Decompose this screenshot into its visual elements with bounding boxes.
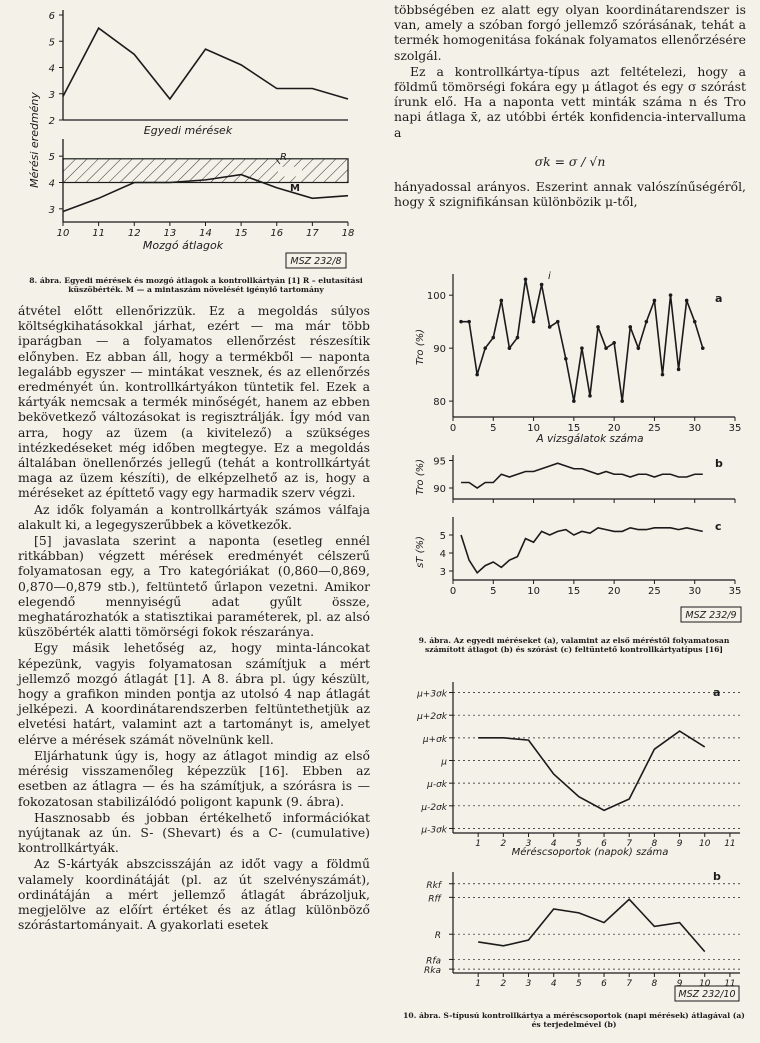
figure-10-xlabel: Méréscsoportok (napok) száma — [511, 847, 669, 858]
fig8-x-tick-label: 10 — [56, 228, 70, 239]
fig8-upper-y-tick-label: 2 — [48, 116, 55, 127]
figure-10-code: MSZ 232/10 — [678, 989, 736, 1000]
figure-10-plot — [416, 682, 740, 989]
fig9a-series-point — [661, 373, 665, 377]
figure-9-ylabel-c: sT (%) — [415, 536, 426, 568]
fig10b-x-tick-label: 8 — [651, 979, 658, 989]
fig10a-x-tick-label: 8 — [651, 839, 658, 849]
fig10b-x-tick-label: 9 — [676, 979, 683, 989]
fig8-x-tick-label: 18 — [341, 228, 355, 239]
fig9a-series-point — [620, 399, 624, 403]
fig9a-x-tick-label: 20 — [607, 423, 621, 434]
fig8-x-tick-label: 12 — [127, 228, 141, 239]
fig8-x-tick-label: 16 — [270, 228, 284, 239]
fig9a-x-tick-label: 0 — [449, 423, 457, 434]
fig8-x-tick-label: 15 — [234, 228, 248, 239]
fig9a-series-point — [467, 320, 471, 324]
fig9a-series-point — [556, 320, 560, 324]
left-paragraph-4: Egy másik lehetőség az, hogy minta-láncokat képezünk, vagyis folyamatosan számítjuk a mért jellemző mozgó átlagát [1]. A 8. ábra pl. úgy készült, hogy a grafikon minden pontja az utolsó 4 nap átlagát jelképezi. A koordinátarendszerben feltüntethetjük az elvetési határt, valamint azt a tartományt is, amelyet elérve a mérések számát növelnünk kell. — [18, 640, 370, 747]
figure-9 — [395, 262, 755, 642]
figure-8-label-R: R — [280, 152, 287, 163]
figure-8-ylabel: Mérési eredmény — [28, 92, 41, 188]
fig10b-x-tick-label: 7 — [626, 979, 633, 989]
fig10a-x-tick-label: 1 — [475, 839, 482, 849]
fig8-upper-y-tick-label: 4 — [48, 63, 55, 75]
left-paragraph-1: átvétel előtt ellenőrizzük. Ez a megoldás súlyos költségkihatásokkal járhat, ezért — ma már több iparágban — a folyamatos ellenőrzést részesítik előnyben. Ez abban áll, hogy a termékből — naponta legalább egyszer — mintákat vesznek, és az ellenőrzés eredményét ún. kontrollkártyákon tüntetik fel. Ezek a kártyák nemcsak a termék minőségét, hanem az ebben bekövetkező változásokat is regisztrálják. Így mód van arra, hogy az üzem (a kivitelező) a szükséges intézkedéseket még időben megtegye. Ez a megoldás általában önellenőrzés jellegű (tehát a kontrollkártyát maga az üzem készíti), de elképzelhető az is, hogy a méréseket az építtető vagy egy harmadik szerv végzi. — [18, 303, 370, 501]
fig9a-series-point — [645, 320, 649, 324]
fig9a-y-tick-label: 100 — [426, 291, 446, 303]
fig9a-series-point — [459, 320, 463, 324]
fig8-upper-y-tick-label: 6 — [48, 11, 55, 22]
fig9a-y-tick-label: 80 — [433, 397, 446, 409]
fig9c-x-tick-label: 20 — [607, 586, 621, 597]
figure-8-code: MSZ 232/8 — [290, 256, 342, 267]
fig9c-x-tick-label: 30 — [688, 586, 702, 597]
fig10a-x-tick-label: 11 — [724, 839, 736, 849]
right-paragraph-2: Ez a kontrollkártya-típus azt feltételezi, hogy a földmű tömörségi fokára egy μ átlagot és egy σ szórást írunk elő. Ha a naponta vett minták száma n és Tro napi átlaga x̄, az utóbbi érték konfidencia-intervalluma a — [394, 63, 746, 140]
fig9a-series-point — [572, 399, 576, 403]
fig9a-series-point — [508, 346, 512, 350]
fig9b-series-line — [461, 463, 703, 488]
fig8-x-tick-label: 14 — [199, 228, 212, 239]
figure-8-label-lower: Mozgó átlagok — [142, 239, 224, 252]
figure-9-label-c: c — [715, 520, 722, 533]
figure-9-label-b: b — [715, 457, 723, 470]
fig8-x-tick-label: 17 — [306, 228, 319, 239]
fig9a-series-point — [685, 299, 689, 303]
fig8-x-tick-label: 13 — [163, 228, 177, 239]
fig10b-x-tick-label: 4 — [550, 979, 557, 989]
fig10b-x-tick-label: 11 — [724, 979, 736, 989]
figure-10-label-a: a — [713, 686, 721, 699]
figure-8-caption: 8. ábra. Egyedi mérések és mozgó átlagok a kontrollkártyán [1] R – elutasítási küszöbérték. M — a mintaszám növelését igénylő tartomány — [29, 276, 363, 295]
fig10b-y-tick-label: Rkf — [426, 880, 441, 891]
fig9a-series-point — [524, 277, 528, 281]
fig10a-x-tick-label: 2 — [500, 839, 507, 849]
fig9a-x-tick-label: 15 — [567, 423, 581, 434]
fig9a-series-point — [612, 341, 616, 345]
fig9a-series-point — [588, 394, 592, 398]
fig9a-series-point — [483, 346, 487, 350]
fig9a-series-point — [677, 368, 681, 372]
right-column-top — [394, 2, 746, 210]
left-paragraph-2: Az idők folyamán a kontrollkártyák számos válfaja alakult ki, a legegyszerűbbek a következők. — [18, 501, 370, 532]
fig10b-x-tick-label: 5 — [576, 979, 582, 989]
figure-9-ylabel-a: Tro (%) — [415, 328, 426, 366]
formula-sigma-k: σk = σ / √n — [534, 153, 606, 169]
fig10a-x-tick-label: 6 — [601, 839, 607, 849]
fig9c-y-tick-label: 4 — [439, 549, 446, 560]
fig10b-y-tick-label: R — [434, 931, 441, 942]
figure-9-caption: 9. ábra. Az egyedi méréseket (a), valamint az első méréstől folyamatosan számított átlagot (b) és szórást (c) feltüntető kontrollkártyatípus [16] — [418, 636, 730, 655]
fig9c-x-tick-label: 15 — [567, 586, 581, 597]
fig9a-x-tick-label: 25 — [648, 423, 661, 434]
figure-9-label-a: a — [715, 292, 723, 305]
fig8-M-band — [63, 159, 348, 183]
fig9a-series-point — [475, 373, 479, 377]
fig9b-y-tick-label: 90 — [433, 484, 446, 495]
fig10a-x-tick-label: 5 — [576, 839, 582, 849]
left-paragraph-6: Hasznosabb és jobban értékelhető információkat nyújtanak az ún. S- (Shevart) és a C- (cumulative) kontrollkártyák. — [18, 809, 370, 856]
fig10a-x-tick-label: 4 — [550, 839, 557, 849]
fig9a-series-point — [596, 325, 600, 329]
fig10a-y-tick-label: μ — [441, 757, 447, 768]
figure-8 — [8, 0, 378, 267]
fig8-lower-y-tick-label: 3 — [48, 204, 55, 216]
fig8-lower-y-tick-label: 5 — [48, 152, 55, 164]
figure-9-ylabel-b: Tro (%) — [415, 458, 426, 496]
fig9a-series-point — [604, 346, 608, 350]
fig9a-series-point — [540, 283, 544, 287]
fig10b-x-tick-label: 10 — [699, 979, 711, 989]
fig9c-x-tick-label: 0 — [449, 586, 457, 597]
fig9c-y-tick-label: 3 — [439, 567, 446, 578]
fig9c-y-tick-label: 5 — [439, 531, 446, 542]
fig10b-x-tick-label: 2 — [500, 979, 507, 989]
right-paragraph-1: többségében ez alatt egy olyan koordinátarendszer is van, amely a szóban forgó jellemző szórásának, tehát a termék homogenitása fokának folyamatos ellenőrzésére szolgál. — [394, 2, 746, 63]
fig10a-x-tick-label: 7 — [626, 839, 633, 849]
fig9a-series-point — [669, 293, 673, 297]
fig9a-series-point — [628, 325, 632, 329]
left-column — [18, 303, 370, 933]
fig9a-series-point — [693, 320, 697, 324]
fig10a-x-tick-label: 9 — [676, 839, 683, 849]
figure-9-label-i: i — [548, 271, 551, 282]
fig10a-y-tick-label: μ-2σk — [421, 802, 447, 813]
fig10b-y-tick-label: Rff — [428, 894, 441, 905]
fig9a-series-point — [701, 346, 705, 350]
fig9a-x-tick-label: 5 — [490, 423, 497, 434]
fig10b-x-tick-label: 6 — [601, 979, 607, 989]
fig8-M-label-bg — [278, 167, 302, 177]
fig10b-y-tick-label: Rfa — [426, 956, 441, 967]
figure-9-xlabel: A vizsgálatok száma — [536, 433, 644, 445]
fig9a-series-point — [491, 336, 495, 340]
fig10b-x-tick-label: 3 — [525, 979, 532, 989]
fig10a-y-tick-label: μ+3σk — [417, 689, 447, 700]
fig9a-series-point — [637, 346, 641, 350]
fig10a-x-tick-label: 10 — [699, 839, 711, 849]
left-paragraph-3: [5] javaslata szerint a naponta (esetleg ennél ritkábban) végzett mérések eredményét célszerű folyamatosan egy, a Tro kategóriákat (0,860—0,869, 0,870—0,879 stb.), feltüntető űrlapon vezetni. Amikor elegendő mennyiségű adat gyűlt össze, meghatározhatók a statisztikai paraméterek, pl. az alsó küszöbérték alatti tömörségi fokok részaránya. — [18, 533, 370, 640]
fig9a-series-line — [461, 279, 703, 401]
fig10b-x-tick-label: 1 — [475, 979, 482, 989]
figure-8-label-M: M — [290, 183, 300, 194]
fig9c-series-line — [461, 528, 703, 573]
fig9a-x-tick-label: 30 — [688, 423, 702, 434]
left-paragraph-5: Eljárhatunk úgy is, hogy az átlagot mindig az első mérésig visszamenőleg képezzük [16]. Ebben az esetben az átlagra — és ha számítjuk, a szórásra is — fokozatosan stabilizálódó poligont kapunk (9. ábra). — [18, 747, 370, 809]
figure-9-code: MSZ 232/9 — [685, 610, 737, 621]
fig8-upper-y-tick-label: 5 — [48, 37, 55, 49]
fig9a-series-point — [516, 336, 520, 340]
fig10a-y-tick-label: μ+σk — [422, 734, 447, 745]
fig10a-y-tick-label: μ+2σk — [417, 712, 447, 723]
fig8-upper-series-line — [63, 28, 348, 99]
fig9b-y-tick-label: 95 — [433, 456, 446, 468]
fig9a-series-point — [564, 357, 568, 361]
figure-8-label-upper: Egyedi mérések — [143, 124, 233, 137]
fig9a-y-tick-label: 90 — [433, 344, 446, 356]
fig10a-y-tick-label: μ-3σk — [421, 825, 447, 836]
fig8-lower-y-tick-label: 4 — [48, 178, 55, 190]
fig9a-x-tick-label: 10 — [527, 423, 540, 434]
figure-10-label-b: b — [713, 870, 721, 883]
right-paragraph-3: hányadossal arányos. Eszerint annak valószínűségéről, hogy x̄ szignifikánsan különbözik μ-től, — [394, 179, 746, 210]
fig10a-y-tick-label: μ-σk — [427, 780, 447, 791]
left-paragraph-7: Az S-kártyák abszcisszáján az időt vagy a földmű valamely koordinátáját (pl. az út szelvényszámát), ordinátáján a mért jellemző átlagát ábrázoljuk, megjelölve az előírt értéket és az átlag különböző szórástartományait. A gyakorlati esetek — [18, 856, 370, 933]
fig8-x-tick-label: 11 — [92, 228, 105, 239]
fig9c-x-tick-label: 5 — [490, 586, 497, 597]
fig9a-series-point — [580, 346, 584, 350]
fig9c-x-tick-label: 25 — [648, 586, 661, 597]
fig10a-x-tick-label: 3 — [525, 839, 532, 849]
fig8-upper-y-tick-label: 3 — [48, 89, 55, 101]
fig9c-x-tick-label: 35 — [728, 586, 742, 597]
fig9a-series-point — [532, 320, 536, 324]
fig10a-series-line — [478, 731, 705, 810]
fig9a-x-tick-label: 35 — [728, 423, 742, 434]
fig9a-series-point — [653, 299, 657, 303]
fig9c-x-tick-label: 10 — [527, 586, 540, 597]
figure-10-caption: 10. ábra. S-típusú kontrollkártya a méréscsoportok (napi mérések) átlagával (a) és terjedelmével (b) — [403, 1011, 745, 1030]
fig10b-series-line — [478, 899, 705, 951]
fig9a-series-point — [500, 299, 504, 303]
figure-10 — [395, 668, 755, 1013]
fig9a-series-point — [548, 325, 552, 329]
fig10b-y-tick-label: Rka — [424, 966, 441, 977]
